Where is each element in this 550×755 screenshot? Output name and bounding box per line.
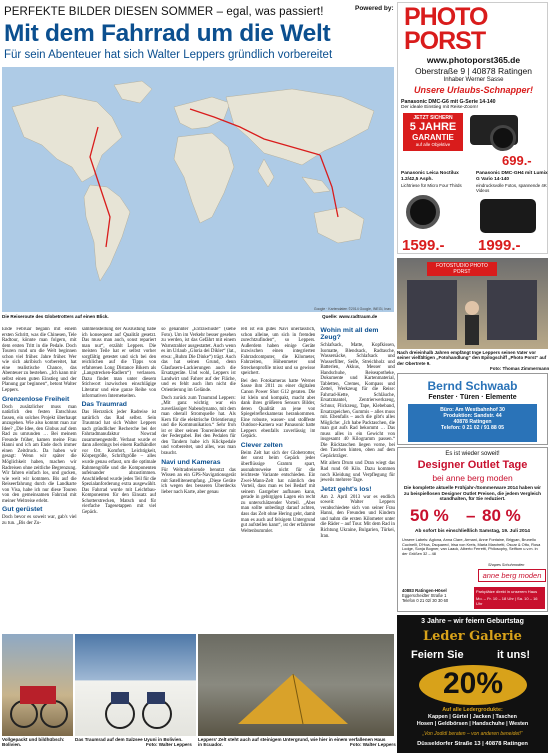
galerie-address: Düsseldorfer Straße 13 | 40878 Ratingen	[417, 741, 528, 747]
discount-percent: 20%	[442, 667, 504, 700]
subheading: Jetzt geht's los!	[320, 485, 372, 493]
camera-1-subtitle: Der ideale Einstieg mit Reise-Zoom!	[401, 105, 478, 110]
powered-by: Powered by:	[355, 5, 394, 12]
shop-url: www.photoporst365.de	[426, 55, 521, 65]
photo-bicycle-bolivia	[2, 634, 73, 736]
outlet-description: Die komplette aktuelle Frühjahr-/Sommerware 2014 haben wir zu beispiellosen Designer Outlet Preisen, die jedem Vergleich standhalten, für Sie reduziert.	[403, 485, 542, 502]
guarantee-line: JETZT SICHERN	[413, 115, 453, 121]
paragraph: so genannter „Extrawhuste“ (siehe Foto). Um im Verkehr besser gesehen zu werden, ist das Gefährt mit einem Warnstrahler ausgestattet. Auch wenn es im Urlaub „Gloria dei Dikler“ (lat., etwa: „Ruhm Die Dinke“) trägt. Auch das hat seinen Grund, denn Glasfasern-Lackierungen auch die Ersatzgeräte. Und wohl, Leppers ist Landwirt und Fahrer auf der Fläche, und es fehlt auch ihm nicht die Orientierung im Gelände.	[161, 327, 236, 394]
world-map-graphic	[2, 67, 394, 312]
outlet-subtitle: bei anne berg moden	[432, 473, 513, 483]
production-address: Produktion: Sandstr. 44	[443, 413, 502, 419]
route-map	[2, 67, 394, 312]
subheading: Navi und Kameras	[161, 458, 221, 466]
subheadline: Für sein Abenteuer hat sich Walter Leppers gründlich vorbereitet	[4, 49, 333, 61]
price-3: 1999.-	[478, 237, 521, 254]
lens-image	[406, 195, 440, 229]
map-source: Quelle: www.radtraum.de	[322, 314, 378, 319]
paragraph: Für Weltradreisende benutzt das Wissen an ein GPS-Navigationsgerät mit Satellitenempfang. „Diese Geräte ich wegen des besseren Überdecks lieber nach Karte, aber genau	[161, 467, 236, 495]
paragraph: Doch zusätzlicher muss man natürlich den festen Entschluss fassen, ein solches Projekt überhaupt anzugehen. Wie also kommt man zur Idee? „Die Idee, den Globus auf dem Rad zu umrunden … Bei meinem Freunde früher, kamen meine Frau Hanni und ich am Ende doch immer einen Zeitdruck. Da haben wir gesagt: Wenn wir später die Möglichkeit haben, machen wir Radreisen ohne zeitliche Begrenzung. Wir fahren einfach los, und gucken, wie weit wir kommen. Bis auf die Reiseerfahrung durch die Landkarte von Visa, habe ich nur diese Touren von den gemeinsamen Fahrrad mit meiner Weltreise erlebt.	[2, 404, 77, 504]
galerie-name: Leder Galerie	[423, 629, 522, 644]
discount-low: 50 %	[410, 506, 449, 525]
paragraph: Beim Zelt hat sich der Globetrotter, der sonst beim Gepäck jedes überflüssige Gramm spart, ausnahmsweise nicht für die leichteste Variante entschieden. Ein Zwei-Mann-Zelt hat nämlich den Vorteil, dass man es bei Bedarf mit seinem Gastgeber aufbauen kann, gerade in gebirgigen Lagen ein recht zu unterschätzender Vorteil. „Aber man sollte unbedingt darauf achten, dass das Zelt ohne Hering geht, damit man es auch auf felsigem Untergrund gut aufstellen kann“, ist der erfahrene Weltenbummler.	[240, 450, 316, 534]
outlet-intro: Es ist wieder soweit!	[445, 451, 500, 457]
celebrate-right: it uns!	[497, 649, 530, 661]
discount-scope: Auf alle Ledergrodukte:	[442, 707, 503, 713]
ad-slogan: Unsere Urlaubs-Schnapper!	[413, 85, 534, 95]
lens-image	[490, 125, 516, 151]
paragraph: rell ist ein gutes Navi unerlässlich, schon alleine, um sich in fremden zurechtzufinden“, so Leppers. Außerdem haben einige Geräte inzwischen einen integrierten Fahrradcomputer, die Kilometer, Fahrzeiten, Höhenmeter und Streckenprofile misst und so gewisse speichert.	[240, 327, 316, 377]
subheading: Wohin mit all dem Zeug?	[320, 327, 379, 341]
guarantee-years: 5 JAHRE	[409, 121, 457, 133]
outlet-logo: anne berg moden	[478, 569, 546, 582]
guarantee-word: GARANTIE	[412, 133, 454, 142]
article-column-2	[82, 327, 157, 631]
subheading: Das Traumrad	[81, 401, 127, 409]
camera-1-title: Panasonic DMC-G6 mit G-Serie 14-140	[401, 99, 496, 105]
camera-2-title: Panasonic Leica Noctilux 1.2/42,5 Asph.	[401, 171, 459, 182]
price-1: 699.-	[502, 153, 532, 168]
map-footer: Google · Kartendaten ©2014 Google, INEGI, Inav	[313, 307, 391, 311]
article-body	[2, 327, 395, 631]
company-city: 40878 Ratingen	[453, 419, 492, 425]
paragraph: Doch zurück zum Traumrad Leppers: „Mit ganz wichtig war ein zuverlässiger Nabendynamo, mit dem man oberall Stromquelle hat. Als Kern für die elektrische Orientierung und die Kommunikation.“ Sehr froh ist er über seinen Tourenlenker mit der Federgabel. Bei den Pedalen für den Tandem habe ich Klickpedale und vorbereitet, und alles, was man braucht.	[161, 395, 236, 457]
product-list: Kappen | Gürtel | Jacken | Taschen	[428, 714, 517, 720]
photo-salt-lake-bike	[75, 634, 196, 736]
outlet-parking: Parkplätze direkt in unserem Haus	[476, 589, 538, 594]
photo-caption-salt-lake: Das Traumrad auf dem Salzsee Uyuni in Bolivien.	[75, 737, 183, 742]
discount-high: 80 %	[482, 506, 521, 525]
guarantee-note: auf alle Objektive	[415, 142, 451, 147]
photo-credit: Foto: Walter Leppers	[350, 742, 396, 747]
outlet-phone: Telefon 0 21 02/ 30 30 60	[402, 598, 449, 603]
camera-3-title: Panasonic DMC-GH4 mit Lumix G Vario 14-140	[476, 171, 548, 182]
map-caption: Die Reiseroute des Globetrotters auf einen Blick.	[2, 314, 109, 319]
outlet-info-box	[474, 587, 545, 609]
leder-galerie-ad	[397, 615, 548, 753]
outlet-dates: Ab sofort bis einschließlich Samstag, 19. Juli 2014	[415, 529, 530, 534]
schwaab-ad	[397, 373, 548, 445]
galerie-claim: „Von Jodidi beraten – von anderen beneidet!“	[422, 731, 523, 737]
photo-porst-ad	[397, 2, 548, 254]
photo-shop-front	[397, 258, 548, 349]
shop-address: Oberstraße 9 | 40878 Ratingen	[414, 66, 533, 76]
office-address: Büro: Am Westbahnhof 30	[440, 407, 505, 413]
paragraph: Das Herzstück jeder Radreise ist natürlich das Rad selbst. Sein Traumrad hat sich Walter Leppers nach gründlicher Recherche bei der Fahrradmanufaktur Nowrad zusammengestellt. Verbaut wurde er dann allerdings bei einem Radhändler vor Ort. Komfort, Leichtigkeit, Körpergröße, Schriftgröße – alles wurde genau erfasst, um die optimale Rahmengröße und die Komponenten aufeinander abzustimmen. Anschließend wurde jedes Teil für die Spezialanforderung extra ausgewählt. Das Fahrrad wurde mit Leichtbau-Komponenten für den Einsatz auf Schotterstrecken, Matsch und für vierfache Tagesetappen mit viel Gepäck.	[81, 410, 157, 515]
paragraph: Am 2. April 2013 war es endlich soweit: Walter Leppers verabschiedete sich von seiner Frau Hanni, den Freunden und Kindern und nahm die ersten Kilometer unter die Räder – auf Tour. Mit dem Rad in Richtung Ukraine, Bulgarien, Türkei, Iran.	[320, 494, 395, 539]
company-name: Bernd Schwaab	[427, 379, 518, 393]
paragraph: sammenstellung der Ausrüstung habe ich konsequent auf Qualität gesetzt. Das muss man auch, sonst repariert man nur“, erzählt Leppers. Die meisten Teile hat er selbst vorher sorgfältig getestet und sich bei den reichlichen auf die Tipps von erfahrenen Long Distance Bikern als „Langstrecken-Radlern“) verlassen. Dazu findet man unter diesem Stichwort inzwischen einschlägige Literatur und eine ganze Reihe von informativen Internetseiten.	[81, 327, 157, 399]
paragraph: Ende Februar begann mit einem ersten Schritt, was die Chinesen, Tele Radtour, könnte man folgern, mit dem ersten Tritt in die Pedale. Doch Touren rund um die Welt beginnen schon viel früher. Jahre früher. Wer wie sich akribisch vorbereitet, hat eine realistische Chance, das Abenteuer zu bestehen. „Ich kann mir selbst einen guten Einstieg und der Planung gar beginnen“, betont Walter Leppers.	[2, 327, 77, 394]
outlet-ad	[397, 447, 548, 612]
outlet-brands: Unsere Labels: Aglona, Anna Clare, Armani, Anne Fontaine, Brigyan, Brunello Cucinelli, D'Hoa, Dsquared, Irisa von Kreis, Maria Marchetti, Oscar & Otto, Rosa Lodge, Sonja Bogner, van Laack, Alberto Ferretti, Philosophy, Seiftom u.v.m. in der Größen 32 – 48	[402, 537, 541, 557]
brand-logo-photo: PHOTO	[404, 3, 488, 31]
photo-tent-ecuador	[198, 634, 394, 736]
shop-sign: FOTOSTUDIO PHOTO PORST	[427, 262, 497, 276]
photo-credit: Foto: Walter Leppers	[146, 742, 192, 747]
contact-box	[408, 404, 537, 442]
article-column-3	[161, 327, 236, 631]
shop-photo-credit: Foto: Thomas Zimmermann	[490, 366, 550, 371]
headline: Mit dem Fahrrad um die Welt	[4, 20, 331, 47]
subheading: Gut gerüstet	[2, 506, 43, 514]
article-column-4	[241, 327, 316, 631]
paragraph: Schlafsack, Matte, Kopfkissen, Isomatte, Blendsack, Radtasche, Wassersäcke, Schlafsack und Wasserfilter, Seife, Streichholz und Batterien, Akkus, Messer und Handschuhe, Reiseapotheke, Dokumente und Kartenmaterial, Tabletten, Cremes, Kompass und Zettel, Werkzeug für die Reise: Fahrrad-Kette, Schläuche, Ersatzmantel, Zentrierwerkzeug, Schnur, Flickzeug, Tape, Klebeband, Ersatzspeichen, Gummis – alles muss mit. Ebenfalls – auch die gibt's alles Mögliche: „Ich habe Packtaschen, die man gut aufs Rad bekommt … Das muss alles in ein Gewicht von insgesamt 40 Kilogramm passen.“ Die Rücktaschen liegen vorne, bei den Taschen hinten, oben auf dem Gepäckträger.	[320, 343, 395, 459]
subheading: Clever zelten	[240, 441, 283, 449]
camera-3-subtitle: eindrucksvolle Fotos, spannende 4K Videos	[476, 183, 547, 193]
paragraph: Mit allem Drum und Dran wiegt das Rad rund 60 Kilo. Dazu kommen noch Kleidung und Verpflegung für jeweils mehrere Tage.	[320, 461, 395, 484]
outlet-address: 40883 Ratingen-Hösel	[402, 588, 447, 593]
photo-caption-tent: Leppers' Zelt steht auch auf steinigem Untergrund, wie hier in einem verfallenen Haus in Ecuador.	[198, 737, 386, 748]
article-column-1	[2, 327, 77, 631]
shop-photo-caption: Nach dreieinhalb Jahren empfängt Inge Leppers seinen Vater vor seiner vielfältigen „Fotohandlung“ den Epilogschiff „Photo Porst“ auf der Obertrete 9.	[397, 350, 547, 366]
article-column-5	[320, 327, 395, 631]
discount-dash: –	[466, 506, 476, 525]
shop-owner: Inhaber Werner Sasse	[443, 77, 504, 83]
paragraph: Bei den Fotokameras hatte Werner Sasse ihm 2011 zu einer digitalen Canon Power Shot G12 geraten. Die ist klein und kompakt, macht aber dank ihres größeren Sensors Bilder, deren Qualität an jene von Spiegelreflexkameras herankommen. Eine robuste, wasser- und stoßfeste Outdoor-Kamera war Panasonic hatte Leppers ebenfalls zuverlässig im Gepäck.	[240, 378, 316, 440]
celebrate-left: Feiern Sie	[411, 649, 464, 661]
anniversary-banner: 3 Jahre – wir feiern Geburtstag	[421, 618, 524, 625]
company-tagline: Fenster · Türen · Elemente	[428, 394, 517, 401]
camera-image	[480, 199, 536, 233]
kicker: PERFEKTE BILDER DIESEN SOMMER – egal, was passiert!	[4, 6, 324, 18]
camera-2-subtitle: Lichtriese für Micro Four Thirds	[401, 183, 462, 188]
product-list: Hosen | Geldbörsen | Handschuhe | Westen	[416, 721, 529, 727]
outlet-hours: Mo. – Fr. 10 – 18 Uhr | Sa. 10 – 16 Uhr	[476, 596, 538, 606]
brand-logo-porst: PORST	[404, 27, 486, 55]
price-2: 1599.-	[402, 237, 445, 254]
outlet-street: Eggerscheidter Straße 1	[402, 593, 447, 598]
outlet-shoes-note: Shapes Schuhmoden	[488, 563, 525, 567]
guarantee-badge	[403, 113, 463, 151]
outlet-title: Designer Outlet Tage	[417, 459, 528, 471]
subheading: Grenzenlose Freiheit	[2, 395, 70, 403]
photo-caption-bolivia: Vollgepackt und bildhübsch: Bolivien.	[2, 737, 65, 748]
paragraph: Doch bevor es soweit war, gab's viel zu tun. „Bis der Zu-	[2, 515, 77, 526]
company-phone: Telefon: 0 21 02 / 91 88 05	[440, 425, 505, 431]
